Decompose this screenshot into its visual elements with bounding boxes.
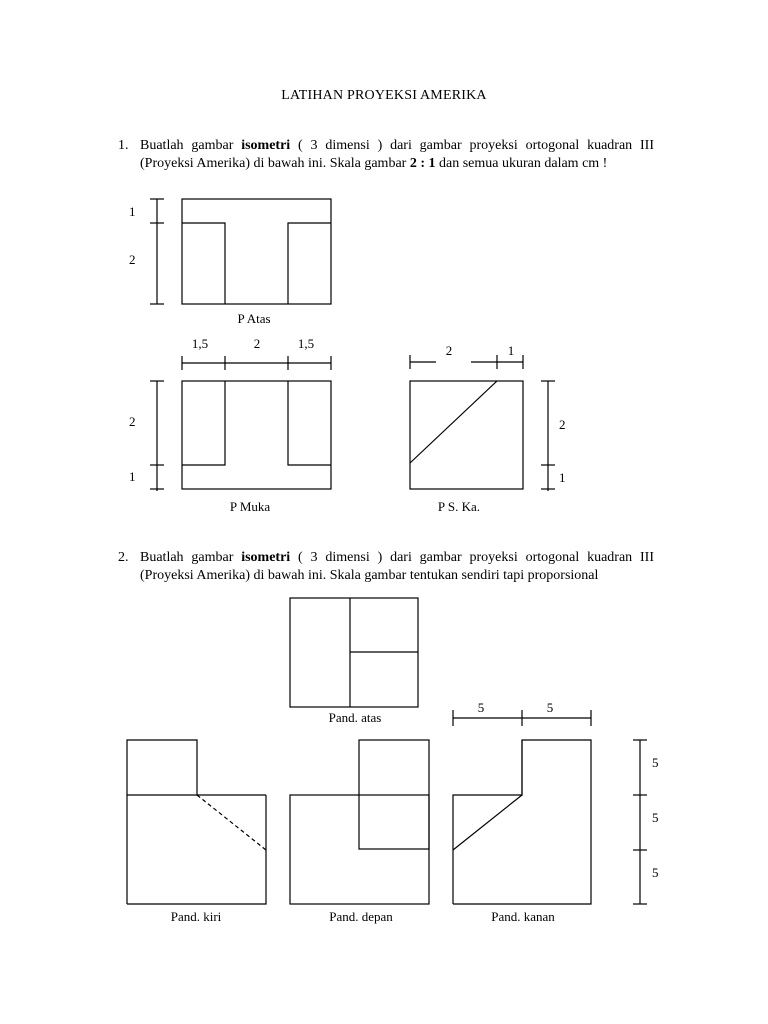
q2-horizontal-dimension xyxy=(453,700,591,726)
q1-dim-front-h1: 1,5 xyxy=(191,336,209,351)
q2-left-view-label: Pand. kiri xyxy=(170,909,222,924)
q2-front-view-label: Pand. depan xyxy=(329,909,393,924)
q1-dim-side-h2: 1 xyxy=(507,343,515,358)
q1-front-vertical-dimension xyxy=(129,381,164,491)
q2-dim-v2: 5 xyxy=(652,810,659,825)
q1-dim-front-h2: 2 xyxy=(253,336,261,351)
q2-top-view-label: Pand. atas xyxy=(328,710,382,725)
q2-dim-h2: 5 xyxy=(546,700,554,715)
q1-side-view xyxy=(410,381,523,489)
q1-front-view-label: P Muka xyxy=(229,499,271,514)
q2-front-view xyxy=(290,740,429,904)
q1-top-vertical-dimension xyxy=(129,199,164,304)
q1-dim-front-h3: 1,5 xyxy=(297,336,315,351)
q1-top-view-label: P Atas xyxy=(237,311,271,326)
q1-dim-front-v2: 1 xyxy=(129,469,136,484)
q2-right-view-label: Pand. kanan xyxy=(491,909,555,924)
q1-dim-top-v2: 2 xyxy=(129,252,136,267)
question-1-text: Buatlah gambar isometri ( 3 dimensi ) dari gambar proyeksi ortogonal kuadran III (Proyeksi Amerika) di bawah ini. Skala gambar 2 : 1 dan semua ukuran dalam cm ! xyxy=(140,138,654,171)
question-1-number: 1. xyxy=(118,138,129,153)
q2-dim-h1: 5 xyxy=(477,700,485,715)
q1-side-vertical-dimension xyxy=(541,381,566,491)
question-2-number: 2. xyxy=(118,550,129,565)
q2-right-view xyxy=(453,740,591,904)
q2-dim-v3: 5 xyxy=(652,865,659,880)
q1-dim-top-v1: 1 xyxy=(129,204,136,219)
q1-side-view-label: P S. Ka. xyxy=(437,499,481,514)
q1-dim-front-v1: 2 xyxy=(129,414,136,429)
q2-top-view xyxy=(290,598,418,707)
page-title: LATIHAN PROYEKSI AMERIKA xyxy=(281,88,487,103)
q1-top-view xyxy=(182,199,331,304)
q2-left-view xyxy=(127,740,266,904)
q2-dim-v1: 5 xyxy=(652,755,659,770)
q1-side-horizontal-dimension xyxy=(410,343,523,369)
question-2-text: Buatlah gambar isometri ( 3 dimensi ) dari gambar proyeksi ortogonal kuadran III (Proyeksi Amerika) di bawah ini. Skala gambar tentukan sendiri tapi proporsional xyxy=(140,550,654,583)
q1-dim-side-v1: 2 xyxy=(559,417,566,432)
q1-dim-side-h1: 2 xyxy=(445,343,453,358)
q2-vertical-dimension xyxy=(633,740,659,904)
q1-front-view xyxy=(182,381,331,489)
q1-dim-side-v2: 1 xyxy=(559,470,566,485)
q1-front-horizontal-dimension xyxy=(182,336,331,370)
